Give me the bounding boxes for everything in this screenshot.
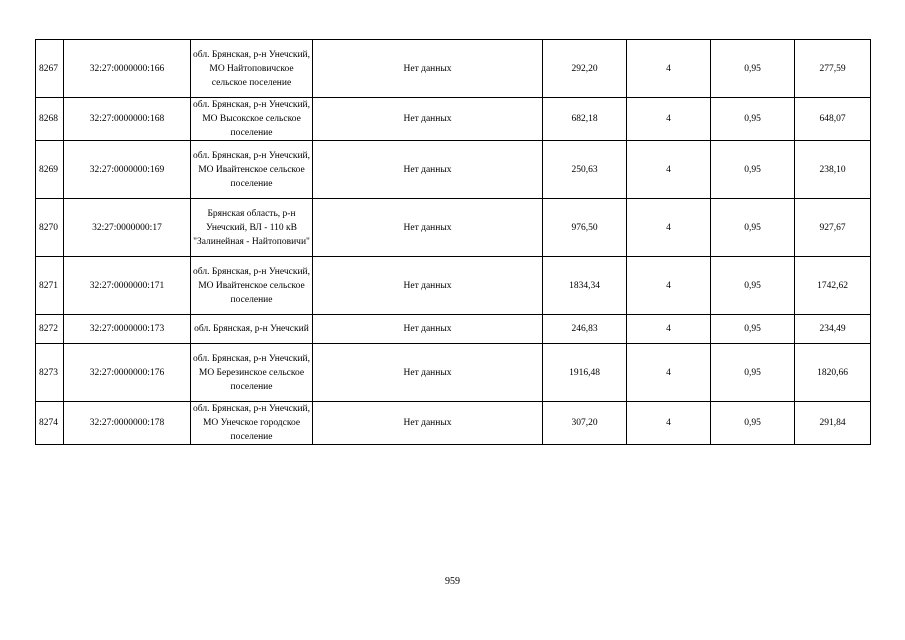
table-row <box>36 40 871 98</box>
address: обл. Брянская, р-н Унечский, МО Ивайтенское сельское поселение <box>191 141 313 199</box>
value: 307,20 <box>543 402 627 445</box>
coefficient: 0,95 <box>711 199 795 257</box>
row-number: 8272 <box>36 315 64 344</box>
cadastral-number: 32:27:0000000:178 <box>64 402 191 445</box>
result: 1820,66 <box>795 344 871 402</box>
value: 682,18 <box>543 98 627 141</box>
value: 292,20 <box>543 40 627 98</box>
status: Нет данных <box>313 344 543 402</box>
coefficient: 0,95 <box>711 257 795 315</box>
cadastral-number: 32:27:0000000:176 <box>64 344 191 402</box>
cadastral-number: 32:27:0000000:166 <box>64 40 191 98</box>
result: 277,59 <box>795 40 871 98</box>
result: 238,10 <box>795 141 871 199</box>
result: 1742,62 <box>795 257 871 315</box>
address: обл. Брянская, р-н Унечский, МО Березинское сельское поселение <box>191 344 313 402</box>
table-row <box>36 402 871 445</box>
group: 4 <box>627 98 711 141</box>
value: 1916,48 <box>543 344 627 402</box>
value: 246,83 <box>543 315 627 344</box>
group: 4 <box>627 402 711 445</box>
address: обл. Брянская, р-н Унечский <box>191 315 313 344</box>
status: Нет данных <box>313 199 543 257</box>
status: Нет данных <box>313 98 543 141</box>
cadastral-number: 32:27:0000000:169 <box>64 141 191 199</box>
result: 927,67 <box>795 199 871 257</box>
status: Нет данных <box>313 402 543 445</box>
group: 4 <box>627 344 711 402</box>
row-number: 8267 <box>36 40 64 98</box>
coefficient: 0,95 <box>711 98 795 141</box>
status: Нет данных <box>313 40 543 98</box>
table-row <box>36 98 871 141</box>
group: 4 <box>627 199 711 257</box>
row-number: 8273 <box>36 344 64 402</box>
cadastral-number: 32:27:0000000:168 <box>64 98 191 141</box>
row-number: 8268 <box>36 98 64 141</box>
result: 648,07 <box>795 98 871 141</box>
cadastral-number: 32:27:0000000:17 <box>64 199 191 257</box>
table-row <box>36 141 871 199</box>
page-number: 959 <box>445 576 460 587</box>
row-number: 8270 <box>36 199 64 257</box>
address: Брянская область, р-н Унечский, ВЛ - 110 кВ "Залинейная - Найтоповичи" <box>191 199 313 257</box>
row-number: 8271 <box>36 257 64 315</box>
group: 4 <box>627 315 711 344</box>
data-table <box>35 39 871 445</box>
address: обл. Брянская, р-н Унечский, МО Высокское сельское поселение <box>191 98 313 141</box>
status: Нет данных <box>313 315 543 344</box>
coefficient: 0,95 <box>711 141 795 199</box>
table-row <box>36 344 871 402</box>
table-row <box>36 315 871 344</box>
coefficient: 0,95 <box>711 40 795 98</box>
value: 1834,34 <box>543 257 627 315</box>
coefficient: 0,95 <box>711 315 795 344</box>
result: 234,49 <box>795 315 871 344</box>
table-row <box>36 257 871 315</box>
group: 4 <box>627 40 711 98</box>
address: обл. Брянская, р-н Унечский, МО Найтоповичское сельское поселение <box>191 40 313 98</box>
status: Нет данных <box>313 257 543 315</box>
group: 4 <box>627 141 711 199</box>
row-number: 8274 <box>36 402 64 445</box>
value: 976,50 <box>543 199 627 257</box>
value: 250,63 <box>543 141 627 199</box>
cadastral-number: 32:27:0000000:173 <box>64 315 191 344</box>
coefficient: 0,95 <box>711 344 795 402</box>
row-number: 8269 <box>36 141 64 199</box>
coefficient: 0,95 <box>711 402 795 445</box>
group: 4 <box>627 257 711 315</box>
status: Нет данных <box>313 141 543 199</box>
address: обл. Брянская, р-н Унечский, МО Ивайтенское сельское поселение <box>191 257 313 315</box>
address: обл. Брянская, р-н Унечский, МО Унечское городское поселение <box>191 402 313 445</box>
cadastral-number: 32:27:0000000:171 <box>64 257 191 315</box>
result: 291,84 <box>795 402 871 445</box>
table-row <box>36 199 871 257</box>
